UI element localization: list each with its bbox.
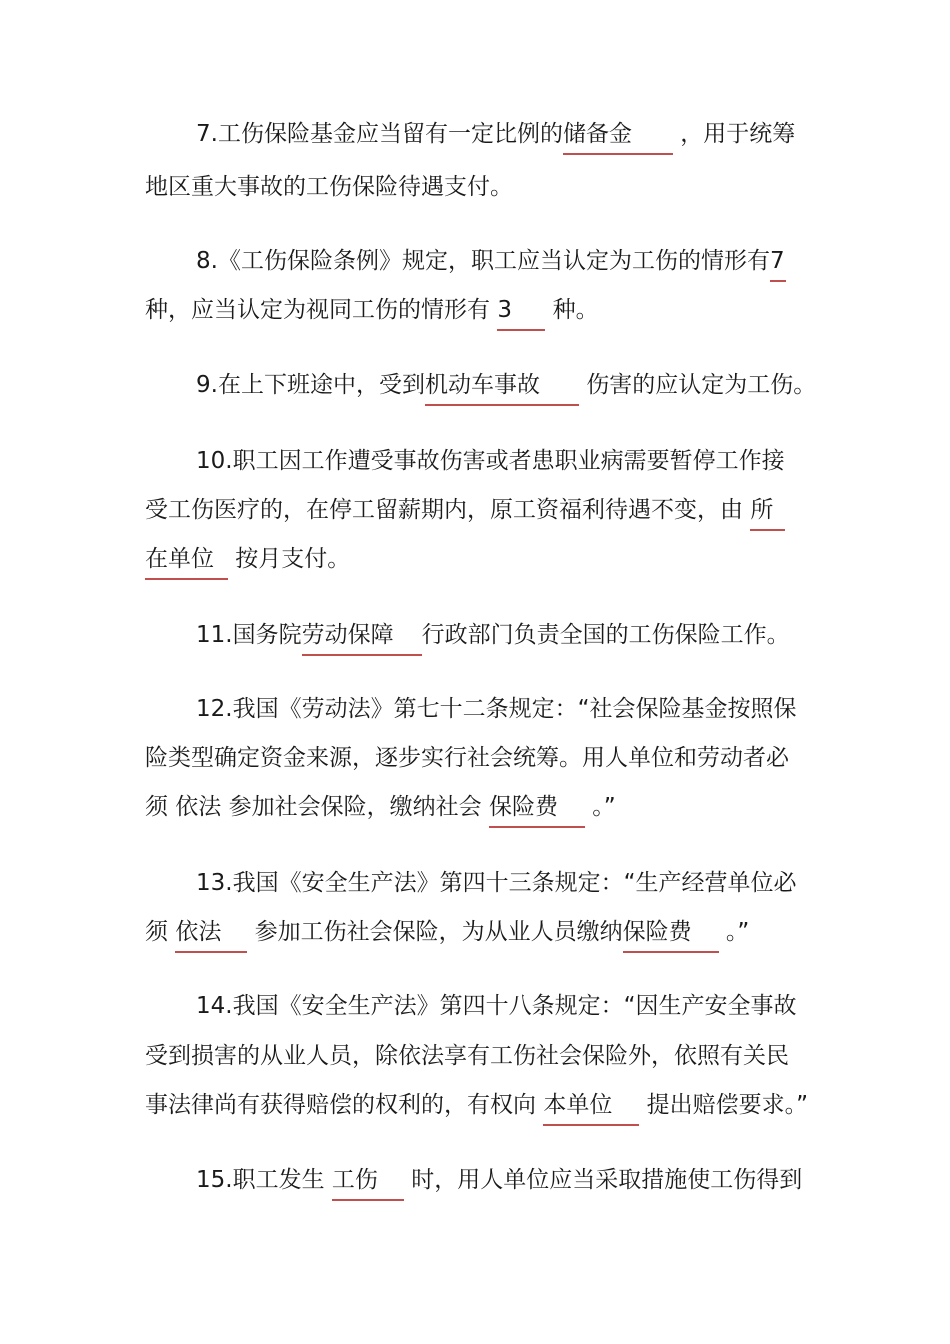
q9-line-1 bbox=[196, 369, 816, 401]
q12-line-1 bbox=[196, 693, 797, 725]
q10-text-after: 按月支付。 bbox=[228, 546, 351, 572]
q10-text-before: 受工伤医疗的，在停工留薪期内，原工资福利待遇不变，由 bbox=[145, 497, 751, 523]
q15-text-after: 时，用人单位应当采取措施使工伤得到 bbox=[403, 1167, 803, 1193]
q7-line-2 bbox=[145, 171, 513, 203]
q14-text-after: 提出赔偿要求。” bbox=[639, 1092, 809, 1118]
q14-answer-blank: 本单位 bbox=[543, 1089, 639, 1121]
q14-line-3 bbox=[145, 1089, 808, 1121]
q10-line-1 bbox=[196, 445, 785, 477]
q7-text-after: ，用于统筹 bbox=[672, 121, 796, 147]
q10-text: 10.职工因工作遭受事故伤害或者患职业病需要暂停工作接 bbox=[196, 448, 785, 474]
q13-text-before: 须 bbox=[145, 919, 176, 945]
q12-text-before: 须 依法 参加社会保险，缴纳社会 bbox=[145, 794, 489, 820]
q9-text-before: 9.在上下班途中，受到 bbox=[196, 372, 425, 398]
q13-answer-blank-2: 保险费 bbox=[623, 916, 719, 948]
q12-text: 12.我国《劳动法》第七十二条规定：“社会保险基金按照保 bbox=[196, 696, 797, 722]
q12-answer-blank: 保险费 bbox=[489, 791, 585, 823]
q14-line-2 bbox=[145, 1040, 789, 1072]
q8-answer-blank-1: 7 bbox=[770, 245, 786, 277]
q13-text-after: 。” bbox=[718, 919, 750, 945]
q15-line-1 bbox=[196, 1164, 802, 1196]
q8-text-after-2: 种。 bbox=[545, 297, 599, 323]
q10-line-3 bbox=[145, 543, 350, 575]
q13-line-1 bbox=[196, 867, 797, 899]
q12-text-2: 险类型确定资金来源，逐步实行社会统筹。用人单位和劳动者必 bbox=[145, 745, 789, 771]
q10-line-2 bbox=[145, 494, 785, 526]
q7-answer-blank: 储备金 bbox=[563, 118, 673, 150]
q14-text: 14.我国《安全生产法》第四十八条规定：“因生产安全事故 bbox=[196, 993, 797, 1019]
q15-text-before: 15.职工发生 bbox=[196, 1167, 332, 1193]
q14-line-1 bbox=[196, 990, 797, 1022]
q12-line-3 bbox=[145, 791, 616, 823]
q12-line-2 bbox=[145, 742, 789, 774]
q10-answer-blank-part-2: 在单位 bbox=[145, 543, 228, 575]
q11-answer-blank: 劳动保障 bbox=[302, 619, 422, 651]
q8-text-before-2: 种，应当认定为视同工伤的情形有 bbox=[145, 297, 498, 323]
q13-text-middle: 参加工伤社会保险，为从业人员缴纳 bbox=[247, 919, 623, 945]
q9-answer-blank: 机动车事故 bbox=[425, 369, 579, 401]
q8-text-before: 8.《工伤保险条例》规定，职工应当认定为工伤的情形有 bbox=[196, 248, 770, 274]
q14-text-2: 受到损害的从业人员，除依法享有工伤社会保险外，依照有关民 bbox=[145, 1043, 789, 1069]
q8-answer-blank-2: 3 bbox=[497, 294, 545, 326]
q7-text-before: 7.工伤保险基金应当留有一定比例的 bbox=[196, 121, 563, 147]
q7-text: 地区重大事故的工伤保险待遇支付。 bbox=[145, 174, 513, 200]
q12-text-after: 。” bbox=[584, 794, 616, 820]
q7-line-1 bbox=[196, 118, 795, 150]
q11-line-1 bbox=[196, 619, 790, 651]
q8-line-2 bbox=[145, 294, 599, 326]
q11-text-before: 11.国务院 bbox=[196, 622, 302, 648]
q10-answer-blank-part-1: 所 bbox=[750, 494, 785, 526]
q14-text-before: 事法律尚有获得赔偿的权利的，有权向 bbox=[145, 1092, 544, 1118]
q11-text-after: 行政部门负责全国的工伤保险工作。 bbox=[421, 622, 790, 648]
q15-answer-blank: 工伤 bbox=[332, 1164, 404, 1196]
q13-text: 13.我国《安全生产法》第四十三条规定：“生产经营单位必 bbox=[196, 870, 797, 896]
q13-line-2 bbox=[145, 916, 749, 948]
q13-answer-blank-1: 依法 bbox=[175, 916, 247, 948]
q9-text-after: 伤害的应认定为工伤。 bbox=[578, 372, 817, 398]
q8-line-1 bbox=[196, 245, 786, 277]
